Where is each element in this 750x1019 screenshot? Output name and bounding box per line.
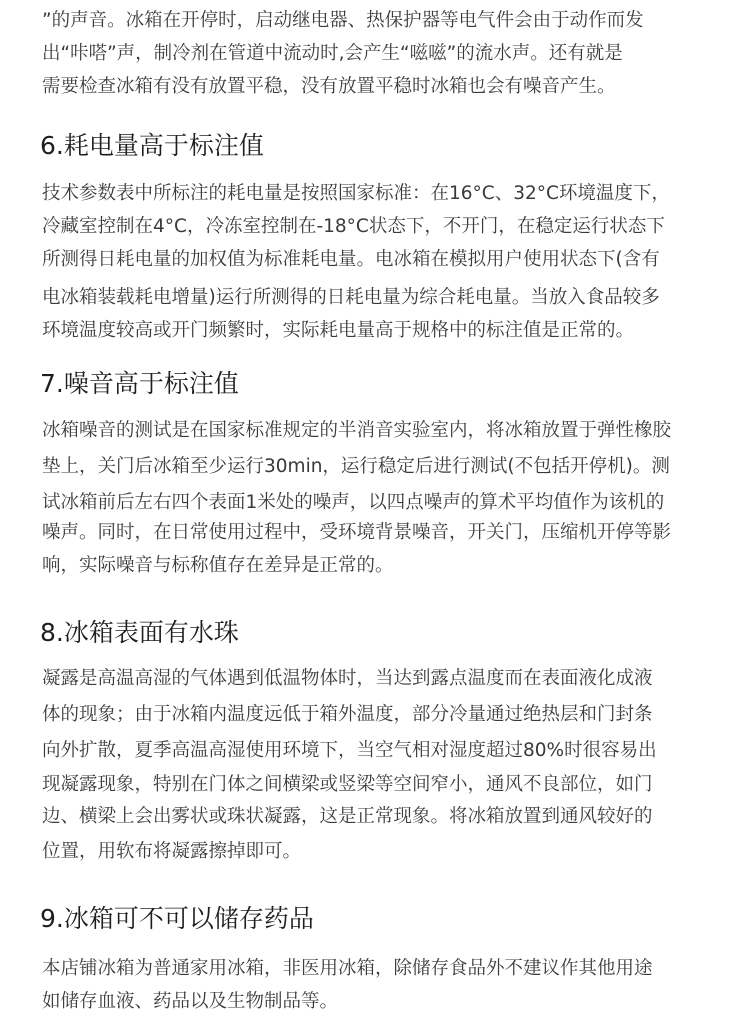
section-7-line: 试冰箱前后左右四个表面1米处的噪声，以四点噪声的算术平均值作为该机的 xyxy=(42,492,665,513)
section-8-line: 边、横梁上会出雾状或珠状凝露，这是正常现象。将冰箱放置到通风较好的 xyxy=(42,806,653,827)
section-6-line: 所测得日耗电量的加权值为标准耗电量。电冰箱在模拟用户使用状态下(含有 xyxy=(42,249,660,270)
section-9-line: 本店铺冰箱为普通家用冰箱，非医用冰箱，除储存食品外不建议作其他用途 xyxy=(42,958,653,979)
intro-line: 需要检查冰箱有没有放置平稳，没有放置平稳时冰箱也会有噪音产生。 xyxy=(42,76,616,97)
section-6-line: 电冰箱装载耗电增量)运行所测得的日耗电量为综合耗电量。当放入食品较多 xyxy=(42,287,660,308)
section-heading-8: 8.冰箱表面有水珠 xyxy=(40,618,239,647)
section-8-line: 位置，用软布将凝露擦掉即可。 xyxy=(42,841,302,862)
section-6-line: 环境温度较高或开门频繁时，实际耗电量高于规格中的标注值是正常的。 xyxy=(42,320,635,341)
intro-line: ”的声音。冰箱在开停时，启动继电器、热保护器等电气件会由于动作而发 xyxy=(42,10,644,31)
section-7-line: 垫上，关门后冰箱至少运行30min，运行稳定后进行测试(不包括开停机)。测 xyxy=(42,456,670,477)
section-8-line: 体的现象；由于冰箱内温度远低于箱外温度，部分冷量通过绝热层和门封条 xyxy=(42,704,653,725)
section-8-line: 凝露是高温高湿的气体遇到低温物体时，当达到露点温度而在表面液化成液 xyxy=(42,668,653,689)
section-7-line: 冰箱噪音的测试是在国家标准规定的半消音实验室内，将冰箱放置于弹性橡胶 xyxy=(42,420,672,441)
section-7-line: 噪声。同时，在日常使用过程中，受环境背景噪音，开关门，压缩机开停等影 xyxy=(42,522,672,543)
section-heading-7: 7.噪音高于标注值 xyxy=(40,369,239,398)
intro-line: 出“咔嗒”声，制冷剂在管道中流动时,会产生“嗞嗞”的流水声。还有就是 xyxy=(42,43,623,64)
section-6-line: 冷藏室控制在4°C，冷冻室控制在-18°C状态下，不开门，在稳定运行状态下 xyxy=(42,216,665,237)
section-8-line: 向外扩散，夏季高温高湿使用环境下，当空气相对湿度超过80%时很容易出 xyxy=(42,740,657,761)
section-8-line: 现凝露现象，特别在门体之间横梁或竖梁等空间窄小，通风不良部位，如门 xyxy=(42,774,653,795)
section-7-line: 响，实际噪音与标称值存在差异是正常的。 xyxy=(42,555,394,576)
section-9-line: 如储存血液、药品以及生物制品等。 xyxy=(42,991,339,1012)
section-heading-9: 9.冰箱可不可以储存药品 xyxy=(40,904,314,933)
section-heading-6: 6.耗电量高于标注值 xyxy=(40,131,264,160)
section-6-line: 技术参数表中所标注的耗电量是按照国家标准：在16°C、32°C环境温度下， xyxy=(42,183,670,204)
